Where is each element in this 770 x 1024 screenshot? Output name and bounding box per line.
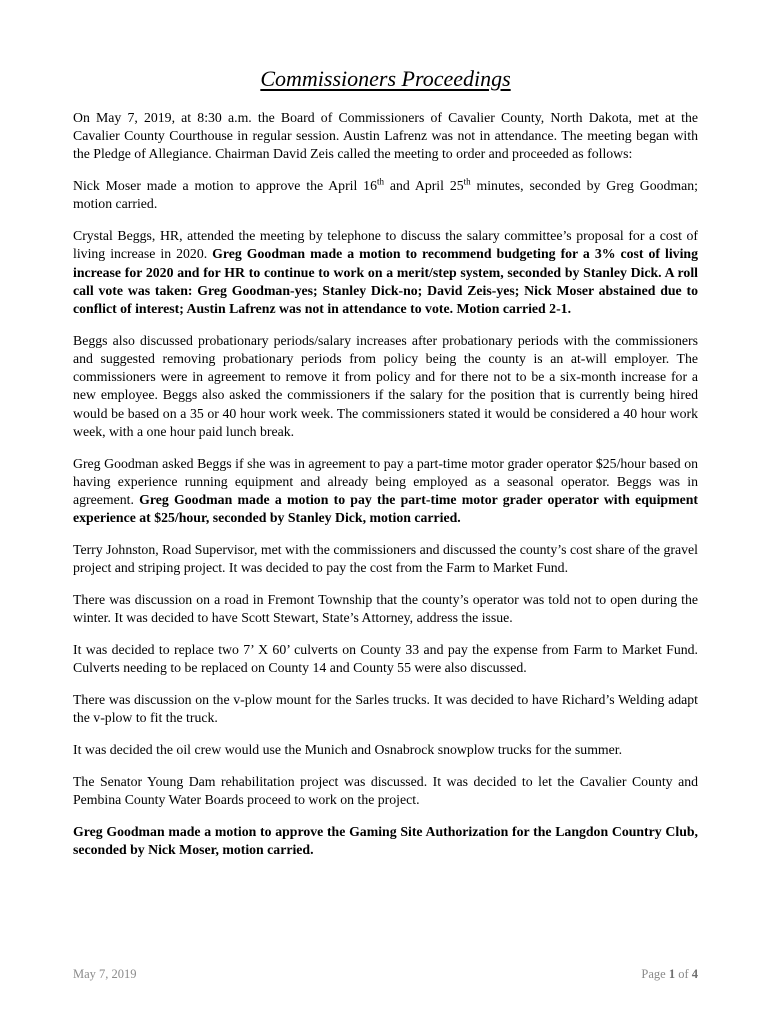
text-run: Crystal Beggs, HR, attended the meeting by telephone to discuss the salary committee’s proposal for a cost of living increase in 2020.: [73, 228, 698, 262]
document-title: Commissioners Proceedings: [260, 66, 511, 91]
ordinal-suffix: th: [376, 176, 384, 187]
paragraph-dam-rehabilitation: The Senator Young Dam rehabilitation project was discussed. It was decided to let the Cavalier County and Pembina County Water Boards proceed to work on the project.: [73, 773, 698, 808]
paragraph-v-plow: There was discussion on the v-plow mount for the Sarles trucks. It was decided to have Richard’s Welding adapt the v-plow to fit the truck.: [73, 692, 698, 726]
paragraph-probationary-periods: Beggs also discussed probationary periods/salary increases after probationary periods with the commissioners and suggested removing probationary periods from policy being the county is an at-will employer. The commissioners were in agreement to remove it from policy and for there not to be a six-month increase for a new employee. Beggs also asked the commissioners if the salary for the position that is currently being hired would be based on a 35 or 40 hour work week. The commissioners stated it would be considered a 40 hour work week, with a one hour paid lunch break.: [73, 332, 698, 439]
ordinal-suffix: th: [463, 176, 471, 187]
paragraph-culverts: It was decided to replace two 7’ X 60’ culverts on County 33 and pay the expense from Farm to Market Fund. Culverts needing to be replaced on County 14 and County 55 were also discussed.: [73, 642, 698, 676]
motion-text: Greg Goodman made a motion to approve the Gaming Site Authorization for the Langdon Country Club, seconded by Nick Moser, motion carried.: [73, 823, 698, 858]
paragraph-road-supervisor: Terry Johnston, Road Supervisor, met with the commissioners and discussed the county’s cost share of the gravel project and striping project. It was decided to pay the cost from the Farm to Market Fund.: [73, 542, 698, 576]
footer-page-number: [641, 966, 698, 982]
text-run: Nick Moser made a motion to approve the April 16: [73, 178, 377, 194]
paragraph-cost-of-living: [73, 227, 698, 318]
page-current: 1: [668, 967, 676, 981]
page-label: Page: [641, 967, 666, 981]
document-body: [73, 109, 698, 873]
paragraph-oil-crew: It was decided the oil crew would use the Munich and Osnabrock snowplow trucks for the summer.: [73, 742, 623, 758]
paragraph-minutes-approval: [73, 177, 698, 213]
paragraph-motor-grader-operator: [73, 455, 698, 528]
text-run: minutes, seconded by Greg Goodman; motion carried.: [73, 178, 698, 212]
motion-text: Greg Goodman made a motion to pay the part-time motor grader operator with equipment experience at $25/hour, seconded by Stanley Dick, motion carried.: [73, 492, 698, 526]
paragraph-meeting-opening: On May 7, 2019, at 8:30 a.m. the Board of Commissioners of Cavalier County, North Dakota, met at the Cavalier County Courthouse in regular session. Austin Lafrenz was not in attendance. The meeting began with the Pledge of Allegiance. Chairman David Zeis called the meeting to order and proceeded as follows:: [73, 110, 698, 162]
page-of-label: of: [678, 967, 689, 981]
footer-date: May 7, 2019: [73, 967, 137, 981]
paragraph-gaming-site: [73, 823, 698, 859]
text-run: Greg Goodman asked Beggs if she was in agreement to pay a part-time motor grader operator $25/hour based on having experience running equipment and already being employed as a seasonal operator. Beggs was in agreement.: [73, 455, 698, 508]
page-total: 4: [691, 967, 698, 981]
paragraph-fremont-township: There was discussion on a road in Fremont Township that the county’s operator was told not to open during the winter. It was decided to have Scott Stewart, State’s Attorney, address the issue.: [73, 592, 698, 626]
motion-text: Greg Goodman made a motion to recommend budgeting for a 3% cost of living increase for 2020 and for HR to continue to work on a merit/step system, seconded by Stanley Dick. A roll call vote was taken: Greg Goodman-yes; Stanley Dick-no; David Zeis-yes; Nick Moser abstained due to conflict of interest; Austin Lafrenz was not in attendance to vote. Motion carried 2-1.: [73, 246, 698, 317]
text-run: and April 25: [384, 178, 464, 194]
